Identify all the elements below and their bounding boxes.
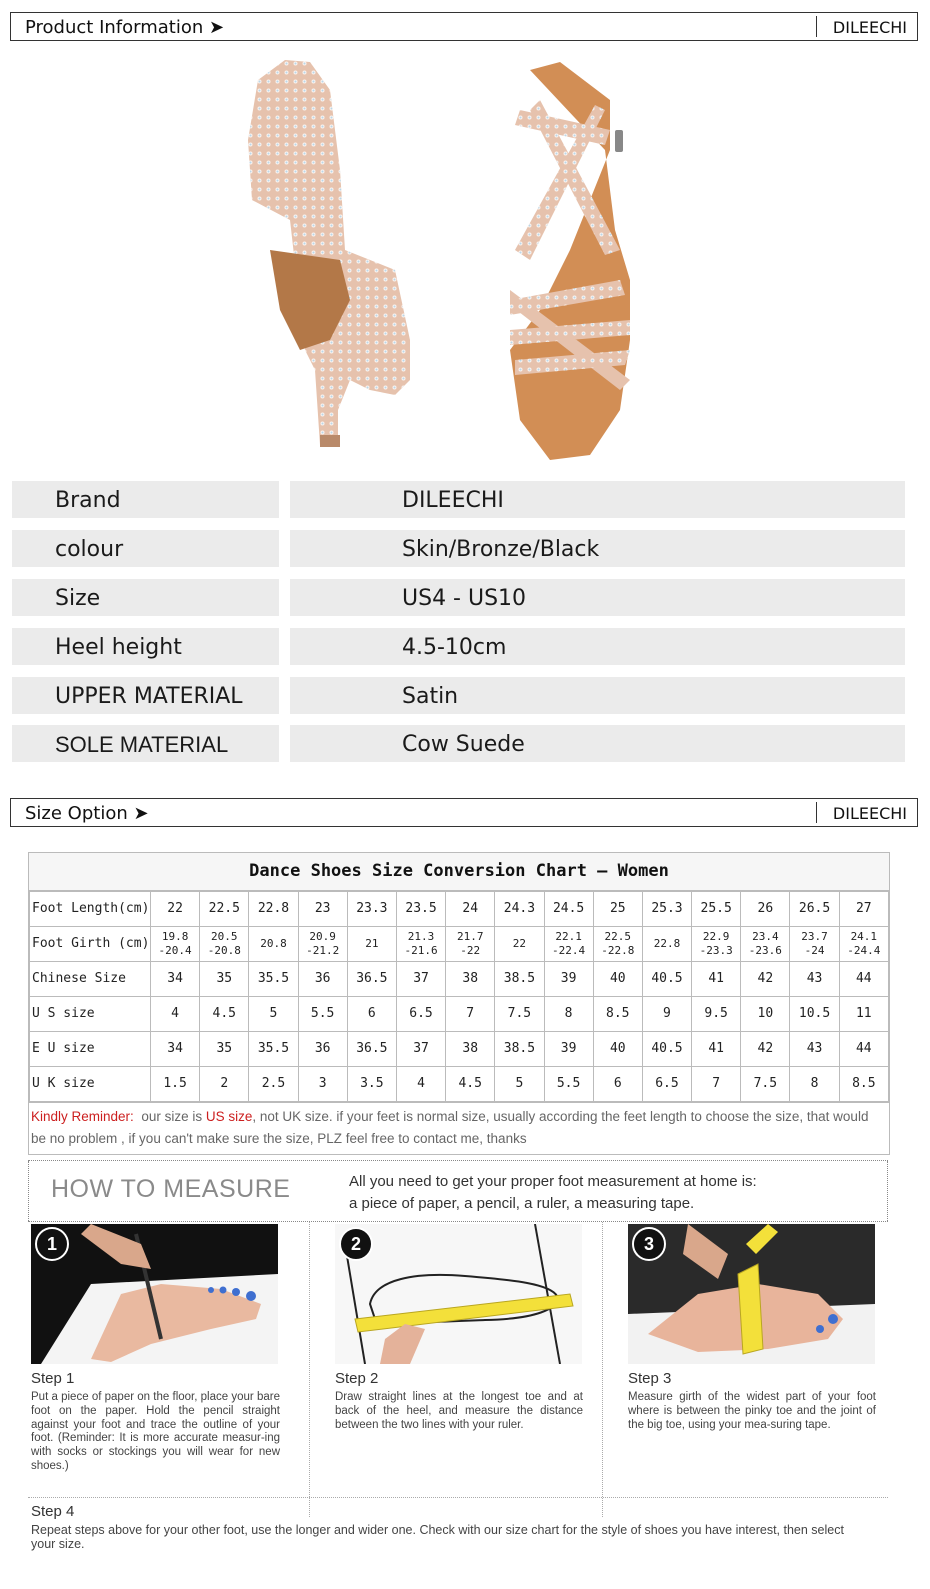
chart-title: Dance Shoes Size Conversion Chart — Women [29, 853, 889, 891]
size-cell: 3.5 [347, 1067, 396, 1102]
spec-row-upper-material [12, 677, 905, 714]
size-row-label: U K size [30, 1067, 151, 1102]
size-row-label: U S size [30, 997, 151, 1032]
size-cell: 40.5 [642, 962, 691, 997]
size-cell: 38.5 [495, 1032, 544, 1067]
size-cell: 42 [741, 962, 790, 997]
size-cell: 37 [396, 1032, 445, 1067]
size-cell: 10.5 [790, 997, 839, 1032]
size-cell: 9.5 [692, 997, 741, 1032]
size-cell: 5 [249, 997, 298, 1032]
size-cell: 7 [446, 997, 495, 1032]
kindly-reminder [29, 1102, 889, 1154]
left-shoe [248, 60, 410, 447]
size-cell: 42 [741, 1032, 790, 1067]
spec-value: DILEECHI [402, 488, 504, 513]
step4-title: Step 4 [31, 1503, 75, 1520]
product-photo [210, 50, 720, 470]
size-cell: 34 [151, 962, 200, 997]
step1-title: Step 1 [31, 1370, 75, 1387]
size-cell: 7.5 [741, 1067, 790, 1102]
spec-row-sole-material [12, 725, 905, 762]
spec-label: SOLE MATERIAL [55, 732, 229, 757]
spec-row-size [12, 579, 905, 616]
size-cell: 26 [741, 892, 790, 927]
measure-intro-line1: All you need to get your proper foot measurement at home is: [349, 1173, 757, 1190]
size-cell: 38 [446, 1032, 495, 1067]
divider [816, 16, 817, 37]
spec-label: Brand [55, 488, 121, 513]
size-cell: 40 [593, 1032, 642, 1067]
size-cell: 37 [396, 962, 445, 997]
size-cell: 21.7 -22 [446, 927, 495, 962]
size-cell: 36.5 [347, 962, 396, 997]
size-row-label: Foot Girth (cm) [30, 927, 151, 962]
size-row [30, 1032, 889, 1067]
size-cell: 40.5 [642, 1032, 691, 1067]
size-cell: 23.3 [347, 892, 396, 927]
size-cell: 8.5 [839, 1067, 888, 1102]
spec-value: Satin [402, 684, 459, 709]
size-row [30, 1067, 889, 1102]
size-cell: 19.8 -20.4 [151, 927, 200, 962]
size-cell: 23.7 -24 [790, 927, 839, 962]
size-cell: 39 [544, 1032, 593, 1067]
size-row [30, 892, 889, 927]
size-cell: 23 [298, 892, 347, 927]
size-cell: 22.1 -22.4 [544, 927, 593, 962]
size-cell: 22.8 [249, 892, 298, 927]
size-cell: 9 [642, 997, 691, 1032]
size-cell: 34 [151, 1032, 200, 1067]
spec-label: colour [55, 537, 124, 562]
how-to-measure-box [28, 1160, 888, 1222]
size-cell: 4.5 [446, 1067, 495, 1102]
size-cell: 36.5 [347, 1032, 396, 1067]
size-cell: 5.5 [298, 997, 347, 1032]
size-cell: 26.5 [790, 892, 839, 927]
size-cell: 23.4 -23.6 [741, 927, 790, 962]
size-cell: 21.3 -21.6 [396, 927, 445, 962]
size-cell: 4 [396, 1067, 445, 1102]
spec-value: 4.5-10cm [402, 635, 507, 660]
size-cell: 35 [200, 1032, 249, 1067]
size-cell: 4 [151, 997, 200, 1032]
size-row-label: Chinese Size [30, 962, 151, 997]
size-cell: 22 [495, 927, 544, 962]
step2-number: 2 [339, 1227, 373, 1261]
size-row [30, 927, 889, 962]
size-cell: 8 [790, 1067, 839, 1102]
size-cell: 44 [839, 962, 888, 997]
brand-label: DILEECHI [832, 804, 907, 823]
step1-text: Put a piece of paper on the floor, place your bare foot on the paper. Hold the pencil straight against your foot and trace the outline of your foot. (Reminder: It is more accurate measur-ing with socks or stockings you will wear for new shoes.) [31, 1391, 280, 1472]
size-cell: 3 [298, 1067, 347, 1102]
size-cell: 5 [495, 1067, 544, 1102]
size-cell: 39 [544, 962, 593, 997]
reminder-us-size: US size [205, 1109, 253, 1124]
how-to-measure-heading: HOW TO MEASURE [51, 1175, 291, 1203]
size-cell: 22.9 -23.3 [692, 927, 741, 962]
step3-title: Step 3 [628, 1370, 672, 1387]
step3-text: Measure girth of the widest part of your foot where is between the pinky toe and the joint of the big toe, using your mea-suring tape. [628, 1391, 876, 1431]
size-cell: 25 [593, 892, 642, 927]
right-shoe [510, 62, 630, 460]
size-cell: 11 [839, 997, 888, 1032]
size-cell: 44 [839, 1032, 888, 1067]
size-cell: 35.5 [249, 962, 298, 997]
spec-row-heel-height [12, 628, 905, 665]
size-cell: 6 [347, 997, 396, 1032]
size-cell: 5.5 [544, 1067, 593, 1102]
step2-text: Draw straight lines at the longest toe and at back of the heel, and measure the distance between the two lines with your ruler. [335, 1391, 583, 1431]
size-cell: 38.5 [495, 962, 544, 997]
size-cell: 27 [839, 892, 888, 927]
size-table [29, 891, 889, 1102]
size-cell: 6.5 [396, 997, 445, 1032]
size-cell: 24.1 -24.4 [839, 927, 888, 962]
spec-label: Heel height [55, 635, 182, 660]
size-conversion-chart [28, 852, 890, 1155]
brand-label: DILEECHI [832, 18, 907, 37]
section-title: Product Information ➤ [25, 17, 225, 38]
size-cell: 36 [298, 1032, 347, 1067]
size-row [30, 997, 889, 1032]
spec-value: US4 - US10 [402, 586, 527, 611]
spec-row-brand [12, 481, 905, 518]
size-cell: 1.5 [151, 1067, 200, 1102]
size-cell: 23.5 [396, 892, 445, 927]
size-cell: 6 [593, 1067, 642, 1102]
size-cell: 20.5 -20.8 [200, 927, 249, 962]
size-cell: 40 [593, 962, 642, 997]
reminder-lead: Kindly Reminder: [31, 1109, 134, 1124]
size-cell: 35 [200, 962, 249, 997]
size-cell: 6.5 [642, 1067, 691, 1102]
spec-value: Cow Suede [402, 732, 525, 757]
spec-row-colour [12, 530, 905, 567]
size-cell: 24 [446, 892, 495, 927]
size-cell: 43 [790, 962, 839, 997]
size-cell: 38 [446, 962, 495, 997]
size-cell: 20.9 -21.2 [298, 927, 347, 962]
size-cell: 7.5 [495, 997, 544, 1032]
step1-number: 1 [35, 1227, 69, 1261]
size-cell: 22 [151, 892, 200, 927]
step2-title: Step 2 [335, 1370, 379, 1387]
divider [816, 802, 817, 823]
size-cell: 35.5 [249, 1032, 298, 1067]
size-cell: 24.5 [544, 892, 593, 927]
spec-value: Skin/Bronze/Black [402, 537, 600, 562]
size-cell: 21 [347, 927, 396, 962]
size-cell: 10 [741, 997, 790, 1032]
size-cell: 8.5 [593, 997, 642, 1032]
size-cell: 36 [298, 962, 347, 997]
size-row [30, 962, 889, 997]
size-cell: 41 [692, 1032, 741, 1067]
reminder-text-a: our size is [141, 1109, 203, 1124]
size-row-label: E U size [30, 1032, 151, 1067]
size-cell: 25.5 [692, 892, 741, 927]
size-row-label: Foot Length(cm) [30, 892, 151, 927]
product-info-header [10, 12, 918, 41]
spec-label: Size [55, 586, 101, 611]
step3-number: 3 [632, 1227, 666, 1261]
step4-text: Repeat steps above for your other foot, use the longer and wider one. Check with our size chart for the style of shoes you have interest, then select your size. [31, 1523, 844, 1551]
measure-intro [349, 1171, 757, 1215]
size-option-header [10, 798, 918, 827]
size-cell: 25.3 [642, 892, 691, 927]
measure-intro-line2: a piece of paper, a pencil, a ruler, a measuring tape. [349, 1195, 695, 1212]
size-cell: 41 [692, 962, 741, 997]
size-cell: 22.5 -22.8 [593, 927, 642, 962]
reminder-text-b: , not UK size. if your feet is normal size, usually according the feet length to choose the size, that would be no problem , if you can't make sure the size, PLZ feel free to contact me, thanks [31, 1109, 869, 1146]
size-cell: 24.3 [495, 892, 544, 927]
size-cell: 20.8 [249, 927, 298, 962]
size-cell: 4.5 [200, 997, 249, 1032]
size-cell: 43 [790, 1032, 839, 1067]
section-title: Size Option ➤ [25, 803, 149, 824]
size-cell: 8 [544, 997, 593, 1032]
spec-label: UPPER MATERIAL [55, 684, 243, 709]
size-cell: 22.5 [200, 892, 249, 927]
size-cell: 22.8 [642, 927, 691, 962]
size-cell: 2.5 [249, 1067, 298, 1102]
size-cell: 2 [200, 1067, 249, 1102]
size-cell: 7 [692, 1067, 741, 1102]
